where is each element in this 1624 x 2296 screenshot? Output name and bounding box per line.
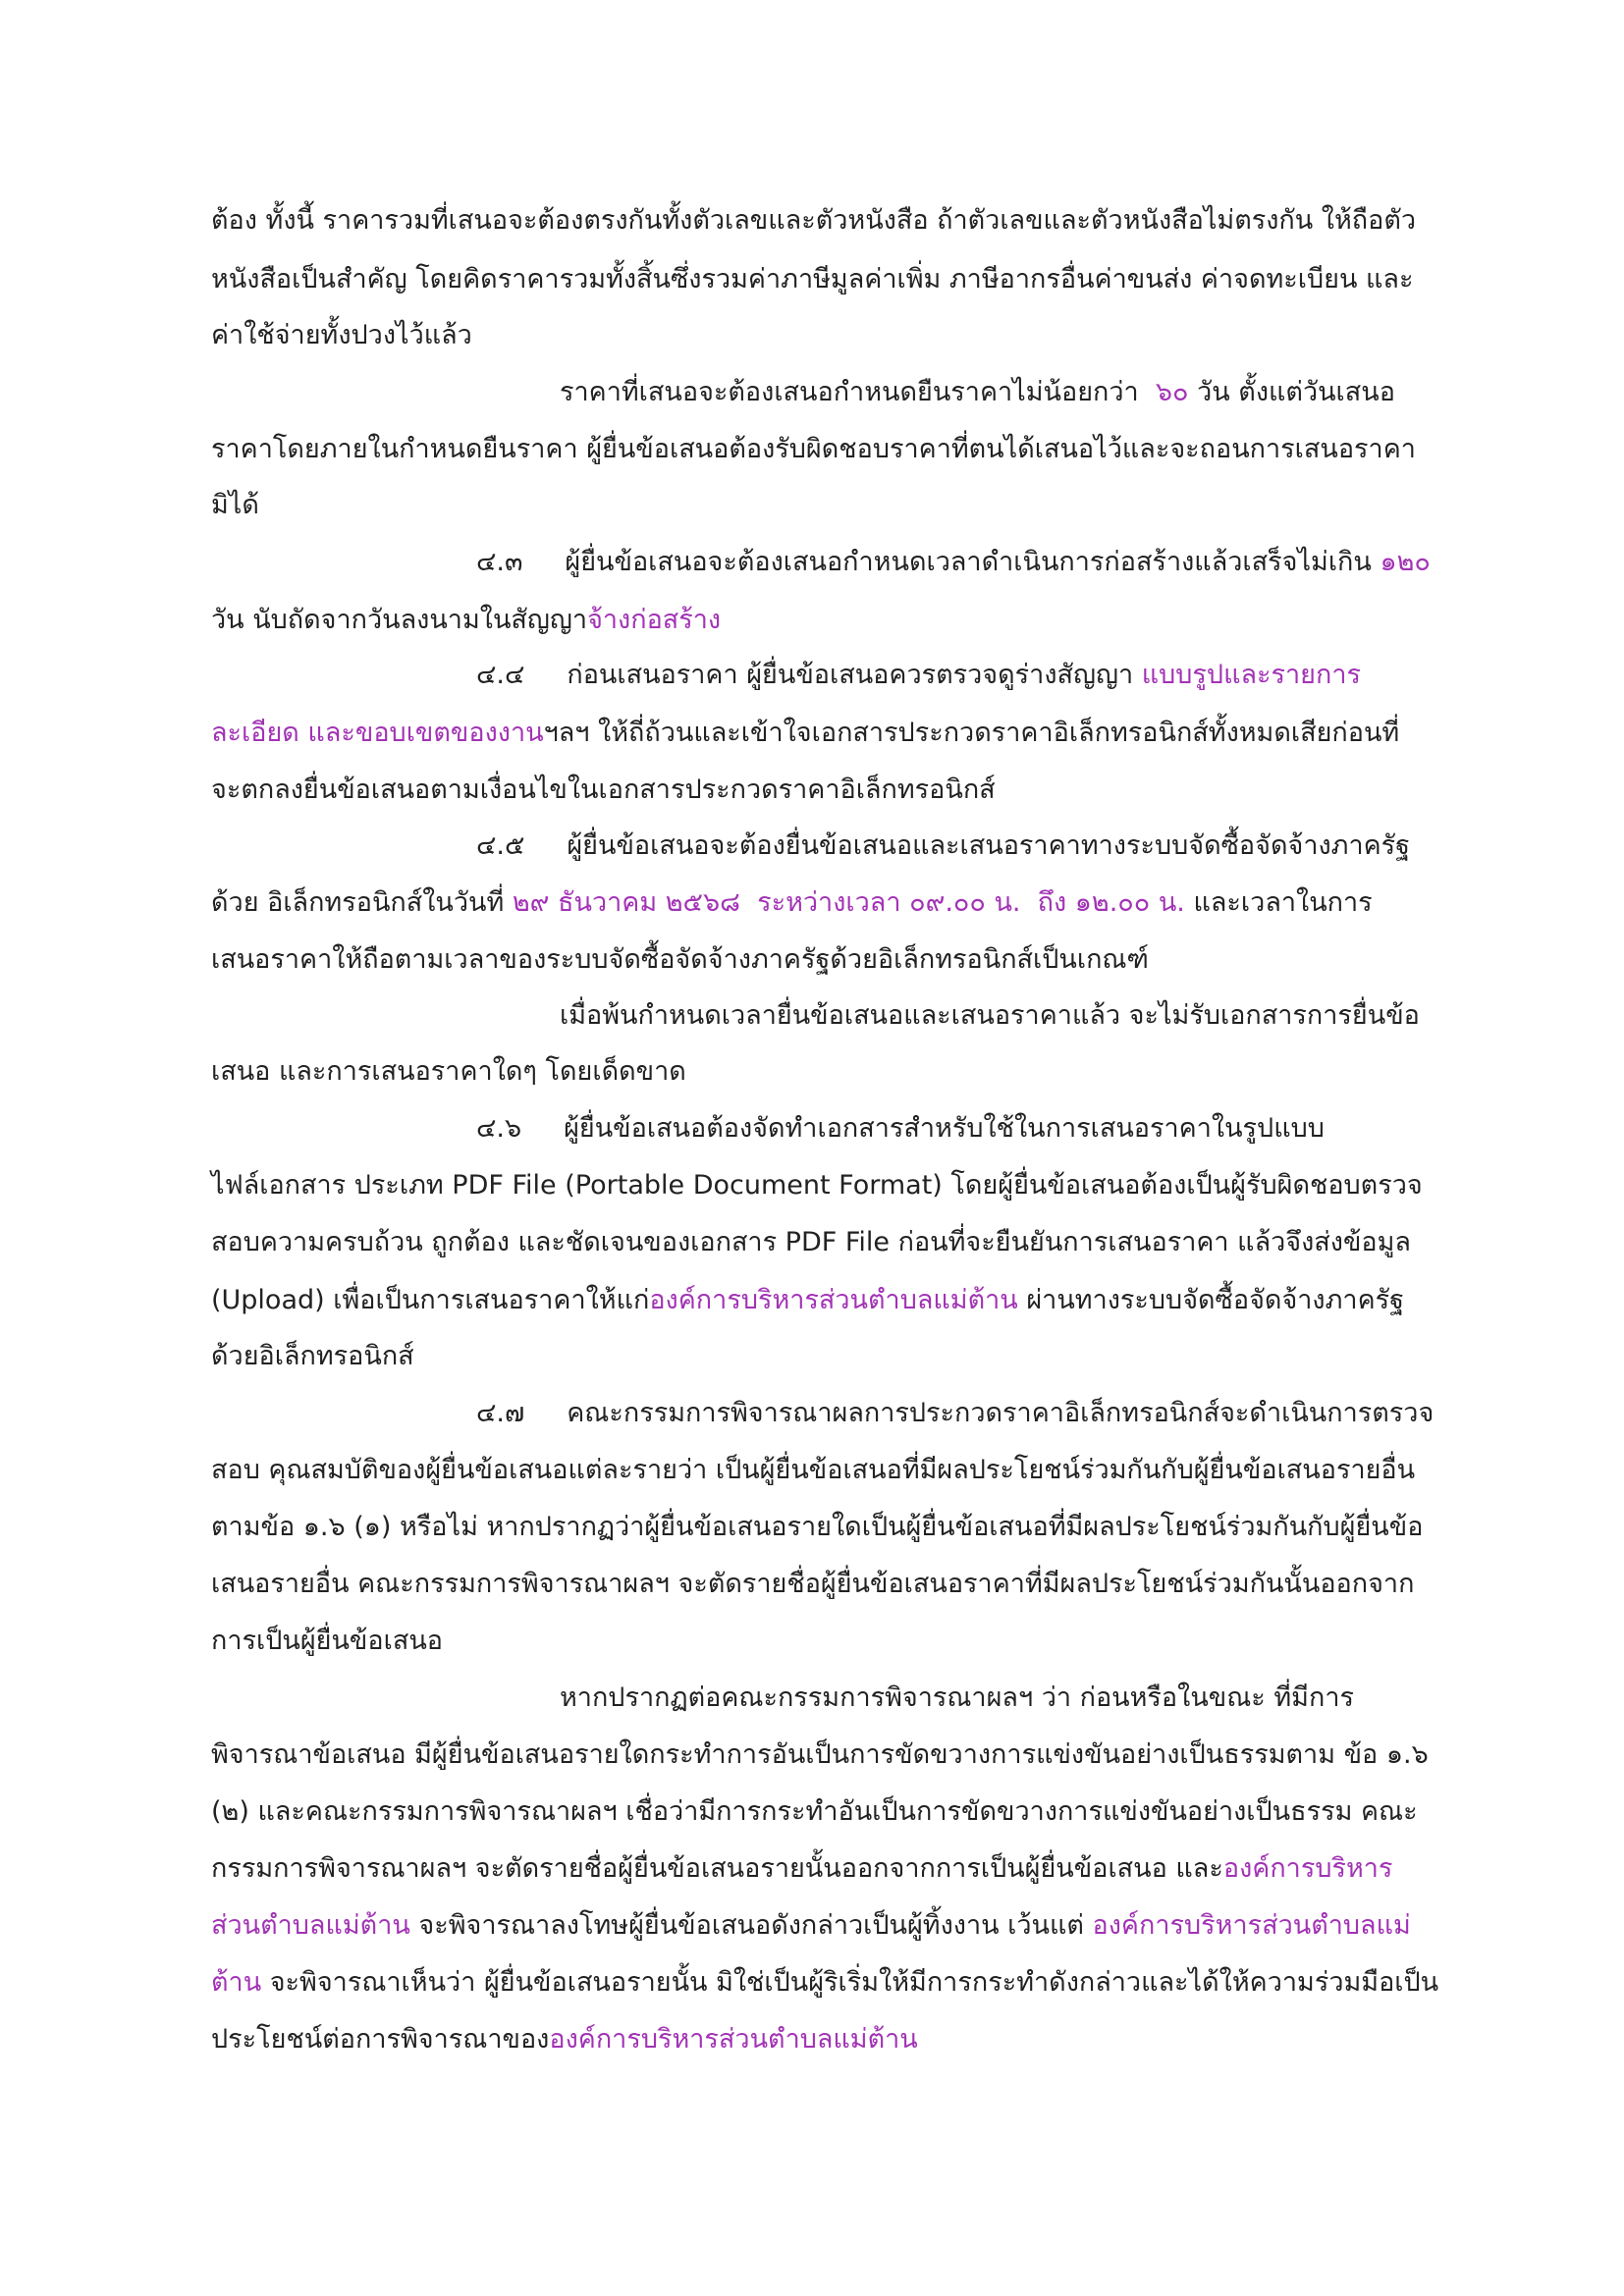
- highlighted-text: องค์การบริหารส่วนตำบลแม่ต้าน: [549, 2024, 918, 2055]
- text-line: [560, 996, 1420, 1036]
- highlighted-text: ๑๒๐: [1380, 547, 1431, 577]
- text-line: [476, 827, 1410, 866]
- text-line: [211, 1166, 1423, 1205]
- text-segment: ตามข้อ ๑.๖ (๑) หรือไม่ หากปรากฏว่าผู้ยื่นข้อเสนอรายใดเป็นผู้ยื่นข้อเสนอที่มีผลประโยชน์ร่วมกันกับผู้ยื่นข้อ: [211, 1512, 1424, 1542]
- text-line: [211, 1963, 1438, 2002]
- text-segment: ๔.๖ ผู้ยื่นข้อเสนอต้องจัดทำเอกสารสำหรับใช้ในการเสนอราคาในรูปแบบ: [476, 1113, 1325, 1144]
- text-line: [211, 1792, 1418, 1832]
- highlighted-text: ส่วนตำบลแม่ต้าน: [211, 1910, 410, 1941]
- text-segment: สอบความครบถ้วน ถูกต้อง และชัดเจนของเอกสาร PDF File ก่อนที่จะยืนยันการเสนอราคา แล้วจึงส่งข้อมูล: [211, 1227, 1411, 1257]
- highlighted-text: แบบรูปและรายการ: [1141, 660, 1362, 690]
- highlighted-text: ต้าน: [211, 1967, 262, 1998]
- text-segment: พิจารณาข้อเสนอ มีผู้ยื่นข้อเสนอรายใดกระทำการอันเป็นการขัดขวางการแข่งขันอย่างเป็นธรรมตาม ข้อ ๑.๖: [211, 1739, 1429, 1770]
- text-line: [476, 656, 1361, 695]
- text-segment: หนังสือเป็นสำคัญ โดยคิดราคารวมทั้งสิ้นซึ่งรวมค่าภาษีมูลค่าเพิ่ม ภาษีอากรอื่นค่าขนส่ง ค่าจดทะเบียน และ: [211, 264, 1414, 294]
- text-segment: เสนอรายอื่น คณะกรรมการพิจารณาผลฯ จะตัดรายชื่อผู้ยื่นข้อเสนอราคาที่มีผลประโยชน์ร่วมกันนั้นออกจาก: [211, 1569, 1415, 1599]
- highlighted-text: องค์การบริหารส่วนตำบลแม่ต้าน: [649, 1285, 1018, 1315]
- text-segment: ด้วยอิเล็กทรอนิกส์: [211, 1341, 414, 1371]
- text-line: [476, 543, 1431, 582]
- text-segment: เสนอ และการเสนอราคาใดๆ โดยเด็ดขาด: [211, 1056, 686, 1087]
- text-segment: มิได้: [211, 490, 259, 520]
- text-segment: ไฟล์เอกสาร ประเภท PDF File (Portable Document Format) โดยผู้ยื่นข้อเสนอต้องเป็นผู้รับผิดชอบตรวจ: [211, 1170, 1423, 1201]
- text-segment: กรรมการพิจารณาผลฯ จะตัดรายชื่อผู้ยื่นข้อเสนอรายนั้นออกจากการเป็นผู้ยื่นข้อเสนอ และ: [211, 1853, 1223, 1884]
- text-segment: ๔.๗ คณะกรรมการพิจารณาผลการประกวดราคาอิเล็กทรอนิกส์จะดำเนินการตรวจ: [476, 1398, 1435, 1428]
- text-line: [211, 1906, 1411, 1946]
- text-segment: เสนอราคาให้ถือตามเวลาของระบบจัดซื้อจัดจ้างภาครัฐด้วยอิเล็กทรอนิกส์เป็นเกณฑ์: [211, 944, 1149, 975]
- text-segment: เมื่อพ้นกำหนดเวลายื่นข้อเสนอและเสนอราคาแล้ว จะไม่รับเอกสารการยื่นข้อ: [560, 1000, 1420, 1031]
- text-segment: วัน ตั้งแต่วันเสนอ: [1188, 377, 1395, 407]
- text-line: [560, 1679, 1354, 1718]
- text-line: [211, 1565, 1414, 1604]
- text-line: [211, 2020, 918, 2059]
- text-segment: ๔.๔ ก่อนเสนอราคา ผู้ยื่นข้อเสนอควรตรวจดูร่างสัญญา: [476, 660, 1142, 690]
- text-segment: ประโยชน์ต่อการพิจารณาของ: [211, 2024, 550, 2055]
- text-line: [211, 1849, 1392, 1889]
- text-line: [211, 883, 1373, 923]
- text-segment: จะพิจารณาเห็นว่า ผู้ยื่นข้อเสนอรายนั้น มิใช่เป็นผู้ริเริ่มให้มีการกระทำดังกล่าวและได้ให้ความร่วมมือเป็น: [261, 1967, 1439, 1998]
- text-line: [211, 260, 1413, 299]
- text-line: [211, 714, 1399, 753]
- text-segment: ราคาโดยภายในกำหนดยืนราคา ผู้ยื่นข้อเสนอต้องรับผิดชอบราคาที่ตนได้เสนอไว้และจะถอนการเสนอราคา: [211, 434, 1416, 464]
- text-segment: การเป็นผู้ยื่นข้อเสนอ: [211, 1626, 443, 1656]
- text-line: [211, 430, 1416, 469]
- text-segment: ๔.๕ ผู้ยื่นข้อเสนอจะต้องยื่นข้อเสนอและเสนอราคาทางระบบจัดซื้อจัดจ้างภาครัฐ: [476, 830, 1411, 861]
- text-line: [211, 1337, 414, 1376]
- text-segment: ค่าใช้จ่ายทั้งปวงไว้แล้ว: [211, 320, 472, 350]
- highlighted-text: จ้างก่อสร้าง: [587, 605, 722, 635]
- text-line: [211, 316, 472, 355]
- text-segment: จะพิจารณาลงโทษผู้ยื่นข้อเสนอดังกล่าวเป็นผู้ทิ้งงาน เว้นแต่: [409, 1910, 1093, 1941]
- text-line: [211, 1508, 1423, 1547]
- text-line: [211, 1451, 1415, 1490]
- text-line: [211, 1281, 1404, 1320]
- text-segment: (Upload) เพื่อเป็นการเสนอราคาให้แก่: [211, 1285, 650, 1315]
- highlighted-text: องค์การบริหารส่วนตำบลแม่: [1092, 1910, 1411, 1941]
- text-line: [476, 1109, 1325, 1148]
- text-line: [211, 601, 721, 640]
- text-segment: ผ่านทางระบบจัดซื้อจัดจ้างภาครัฐ: [1017, 1285, 1405, 1315]
- highlighted-text: องค์การบริหาร: [1222, 1853, 1393, 1884]
- text-segment: หากปรากฏต่อคณะกรรมการพิจารณาผลฯ ว่า ก่อนหรือในขณะ ที่มีการ: [560, 1682, 1354, 1713]
- text-line: [211, 201, 1416, 240]
- text-segment: สอบ คุณสมบัติของผู้ยื่นข้อเสนอแต่ละรายว่า เป็นผู้ยื่นข้อเสนอที่มีผลประโยชน์ร่วมกันกับผู้ยื่นข้อเสนอรายอื่น: [211, 1455, 1416, 1485]
- text-line: [211, 486, 259, 525]
- text-line: [211, 771, 996, 810]
- text-segment: (๒) และคณะกรรมการพิจารณาผลฯ เชื่อว่ามีการกระทำอันเป็นการขัดขวางการแข่งขันอย่างเป็นธรรม คณะ: [211, 1796, 1418, 1827]
- text-segment: ต้อง ทั้งนี้ ราคารวมที่เสนอจะต้องตรงกันทั้งตัวเลขและตัวหนังสือ ถ้าตัวเลขและตัวหนังสือไม่ตรงกัน ให้ถือตัว: [211, 205, 1417, 236]
- text-segment: ราคาที่เสนอจะต้องเสนอกำหนดยืนราคาไม่น้อยกว่า: [560, 377, 1156, 407]
- text-line: [211, 940, 1149, 980]
- text-segment: ฯลฯ ให้ถี่ถ้วนและเข้าใจเอกสารประกวดราคาอิเล็กทรอนิกส์ทั้งหมดเสียก่อนที่: [543, 718, 1400, 748]
- text-line: [211, 1735, 1429, 1775]
- text-segment: และเวลาในการ: [1184, 887, 1373, 918]
- text-segment: วัน นับถัดจากวันลงนามในสัญญา: [211, 605, 588, 635]
- text-segment: จะตกลงยื่นข้อเสนอตามเงื่อนไขในเอกสารประกวดราคาอิเล็กทรอนิกส์: [211, 774, 996, 805]
- highlighted-text: ๖๐: [1155, 377, 1189, 407]
- text-line: [476, 1394, 1434, 1433]
- highlighted-text: ละเอียด และขอบเขตของงาน: [211, 718, 544, 748]
- text-line: [211, 1622, 443, 1661]
- text-line: [560, 373, 1395, 412]
- text-segment: ๔.๓ ผู้ยื่นข้อเสนอจะต้องเสนอกำหนดเวลาดำเนินการก่อสร้างแล้วเสร็จไม่เกิน: [476, 547, 1380, 577]
- text-segment: ด้วย อิเล็กทรอนิกส์ในวันที่: [211, 887, 513, 918]
- highlighted-text: ๒๙ ธันวาคม ๒๕๖๘ ระหว่างเวลา ๐๙.๐๐ น. ถึง ๑๒.๐๐ น.: [512, 887, 1185, 918]
- text-line: [211, 1223, 1411, 1262]
- text-line: [211, 1052, 686, 1092]
